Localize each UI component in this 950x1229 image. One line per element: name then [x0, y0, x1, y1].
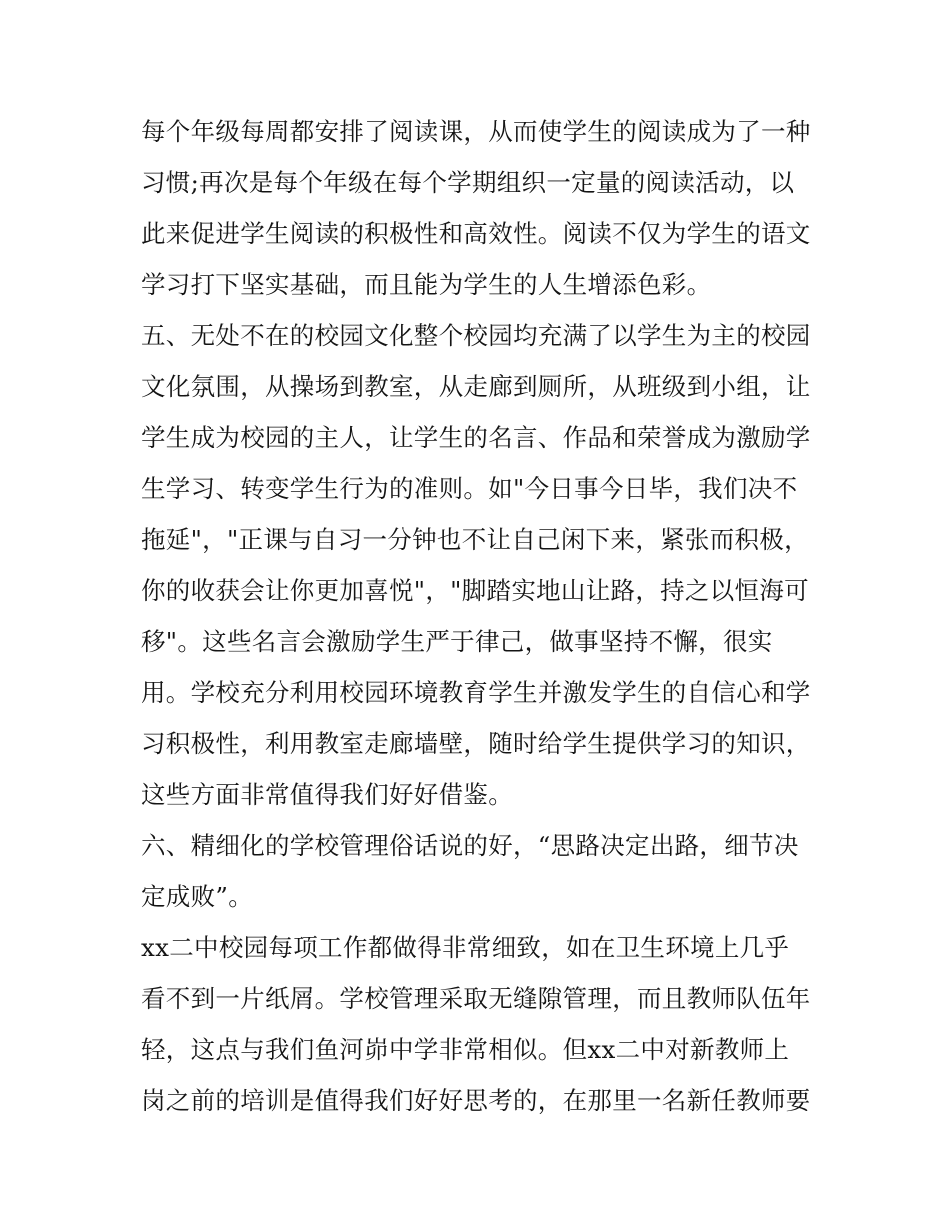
section-heading-six: 六、精细化的学校管理俗话说的好，“思路决定出路，细节决	[141, 831, 799, 860]
body-text	[141, 112, 821, 1132]
section-heading-five: 五、无处不在的校园文化整个校园均充满了以学生为主的校园	[141, 321, 811, 350]
text-line: 文化氛围，从操场到教室，从走廊到厕所，从班级到小组，让	[141, 372, 811, 401]
text-line: 生学习、转变学生行为的准则。如"今日事今日毕，我们决不	[141, 474, 798, 503]
text-line: 看不到一片纸屑。学校管理采取无缝隙管理，而且教师队伍年	[141, 984, 811, 1013]
text-line: 轻，这点与我们鱼河峁中学非常相似。但xx二中对新教师上	[141, 1035, 790, 1064]
text-line: 移"。这些名言会激励学生严于律己，做事坚持不懈，很实	[141, 627, 773, 656]
text-line: 这些方面非常值得我们好好借鉴。	[141, 780, 513, 809]
text-line: 习积极性，利用教室走廊墙壁，随时给学生提供学习的知识，	[141, 729, 811, 758]
text-line: 学生成为校园的主人，让学生的名言、作品和荣誉成为激励学	[141, 423, 811, 452]
text-line: 学习打下坚实基础，而且能为学生的人生增添色彩。	[141, 270, 712, 299]
text-line: 习惯;再次是每个年级在每个学期组织一定量的阅读活动，以	[141, 168, 795, 197]
text-line: 每个年级每周都安排了阅读课，从而使学生的阅读成为了一种	[141, 117, 811, 146]
text-line: 你的收获会让你更加喜悦"，"脚踏实地山让路，持之以恒海可	[141, 576, 809, 605]
text-line: 岗之前的培训是值得我们好好思考的，在那里一名新任教师要	[141, 1086, 811, 1115]
text-line: xx二中校园每项工作都做得非常细致，如在卫生环境上几乎	[141, 933, 790, 962]
text-line: 此来促进学生阅读的积极性和高效性。阅读不仅为学生的语文	[141, 219, 811, 248]
text-line: 用。学校充分利用校园环境教育学生并激发学生的自信心和学	[141, 678, 811, 707]
text-line: 定成败”。	[141, 882, 254, 911]
text-line: 拖延"，"正课与自习一分钟也不让自己闲下来，紧张而积极，	[141, 525, 809, 554]
